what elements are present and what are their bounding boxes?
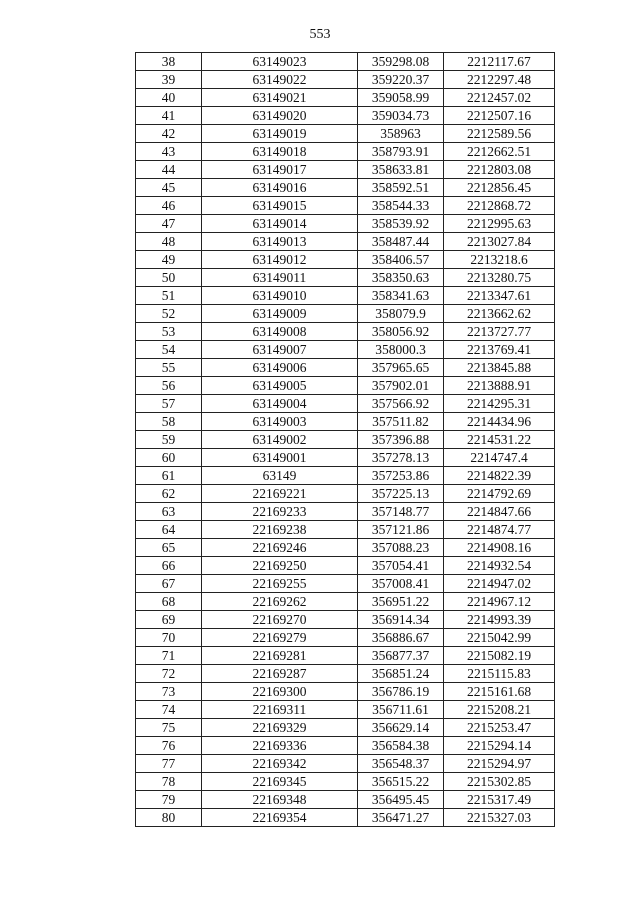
y-coordinate-cell: 2215302.85 [444, 773, 555, 791]
y-coordinate-cell: 2212995.63 [444, 215, 555, 233]
x-coordinate-cell: 358341.63 [358, 287, 444, 305]
x-coordinate-cell: 357511.82 [358, 413, 444, 431]
point-id-cell: 22169246 [202, 539, 358, 557]
row-number-cell: 49 [136, 251, 202, 269]
point-id-cell: 22169287 [202, 665, 358, 683]
row-number-cell: 78 [136, 773, 202, 791]
row-number-cell: 41 [136, 107, 202, 125]
x-coordinate-cell: 359058.99 [358, 89, 444, 107]
table-row [136, 755, 555, 773]
y-coordinate-cell: 2214822.39 [444, 467, 555, 485]
y-coordinate-cell: 2212117.67 [444, 53, 555, 71]
row-number-cell: 42 [136, 125, 202, 143]
x-coordinate-cell: 356951.22 [358, 593, 444, 611]
row-number-cell: 73 [136, 683, 202, 701]
point-id-cell: 22169238 [202, 521, 358, 539]
y-coordinate-cell: 2213662.62 [444, 305, 555, 323]
table-row [136, 521, 555, 539]
y-coordinate-cell: 2213727.77 [444, 323, 555, 341]
point-id-cell: 63149017 [202, 161, 358, 179]
y-coordinate-cell: 2212507.16 [444, 107, 555, 125]
point-id-cell: 22169348 [202, 791, 358, 809]
table-row [136, 737, 555, 755]
y-coordinate-cell: 2215327.03 [444, 809, 555, 827]
x-coordinate-cell: 358633.81 [358, 161, 444, 179]
y-coordinate-cell: 2214531.22 [444, 431, 555, 449]
table-row [136, 395, 555, 413]
point-id-cell: 22169345 [202, 773, 358, 791]
y-coordinate-cell: 2213888.91 [444, 377, 555, 395]
y-coordinate-cell: 2213769.41 [444, 341, 555, 359]
row-number-cell: 68 [136, 593, 202, 611]
y-coordinate-cell: 2215082.19 [444, 647, 555, 665]
x-coordinate-cell: 356851.24 [358, 665, 444, 683]
x-coordinate-cell: 358793.91 [358, 143, 444, 161]
table-row [136, 143, 555, 161]
point-id-cell: 63149016 [202, 179, 358, 197]
row-number-cell: 67 [136, 575, 202, 593]
coordinates-table-body [136, 53, 555, 827]
point-id-cell: 63149020 [202, 107, 358, 125]
point-id-cell: 22169336 [202, 737, 358, 755]
x-coordinate-cell: 357965.65 [358, 359, 444, 377]
row-number-cell: 55 [136, 359, 202, 377]
point-id-cell: 63149007 [202, 341, 358, 359]
table-row [136, 683, 555, 701]
y-coordinate-cell: 2214295.31 [444, 395, 555, 413]
y-coordinate-cell: 2212297.48 [444, 71, 555, 89]
y-coordinate-cell: 2215115.83 [444, 665, 555, 683]
point-id-cell: 22169221 [202, 485, 358, 503]
row-number-cell: 47 [136, 215, 202, 233]
x-coordinate-cell: 356711.61 [358, 701, 444, 719]
point-id-cell: 22169281 [202, 647, 358, 665]
point-id-cell: 22169250 [202, 557, 358, 575]
point-id-cell: 63149010 [202, 287, 358, 305]
table-row [136, 125, 555, 143]
table-row [136, 251, 555, 269]
y-coordinate-cell: 2215042.99 [444, 629, 555, 647]
x-coordinate-cell: 359298.08 [358, 53, 444, 71]
y-coordinate-cell: 2214747.4 [444, 449, 555, 467]
x-coordinate-cell: 359220.37 [358, 71, 444, 89]
row-number-cell: 45 [136, 179, 202, 197]
point-id-cell: 63149004 [202, 395, 358, 413]
point-id-cell: 63149006 [202, 359, 358, 377]
x-coordinate-cell: 357278.13 [358, 449, 444, 467]
table-row [136, 215, 555, 233]
row-number-cell: 44 [136, 161, 202, 179]
coordinates-table [135, 52, 555, 827]
row-number-cell: 43 [136, 143, 202, 161]
row-number-cell: 50 [136, 269, 202, 287]
point-id-cell: 63149018 [202, 143, 358, 161]
row-number-cell: 77 [136, 755, 202, 773]
x-coordinate-cell: 356914.34 [358, 611, 444, 629]
point-id-cell: 22169262 [202, 593, 358, 611]
row-number-cell: 61 [136, 467, 202, 485]
row-number-cell: 51 [136, 287, 202, 305]
x-coordinate-cell: 356495.45 [358, 791, 444, 809]
point-id-cell: 63149002 [202, 431, 358, 449]
point-id-cell: 22169342 [202, 755, 358, 773]
table-row [136, 485, 555, 503]
table-row [136, 287, 555, 305]
row-number-cell: 57 [136, 395, 202, 413]
table-row [136, 539, 555, 557]
point-id-cell: 22169270 [202, 611, 358, 629]
row-number-cell: 62 [136, 485, 202, 503]
x-coordinate-cell: 357225.13 [358, 485, 444, 503]
table-row [136, 179, 555, 197]
point-id-cell: 63149001 [202, 449, 358, 467]
table-row [136, 413, 555, 431]
x-coordinate-cell: 358539.92 [358, 215, 444, 233]
row-number-cell: 59 [136, 431, 202, 449]
y-coordinate-cell: 2215294.14 [444, 737, 555, 755]
x-coordinate-cell: 358592.51 [358, 179, 444, 197]
row-number-cell: 60 [136, 449, 202, 467]
table-row [136, 161, 555, 179]
row-number-cell: 52 [136, 305, 202, 323]
point-id-cell: 22169279 [202, 629, 358, 647]
row-number-cell: 40 [136, 89, 202, 107]
point-id-cell: 63149012 [202, 251, 358, 269]
y-coordinate-cell: 2212803.08 [444, 161, 555, 179]
row-number-cell: 76 [136, 737, 202, 755]
table-row [136, 197, 555, 215]
x-coordinate-cell: 356584.38 [358, 737, 444, 755]
y-coordinate-cell: 2213280.75 [444, 269, 555, 287]
y-coordinate-cell: 2214792.69 [444, 485, 555, 503]
y-coordinate-cell: 2214967.12 [444, 593, 555, 611]
y-coordinate-cell: 2212662.51 [444, 143, 555, 161]
table-row [136, 791, 555, 809]
x-coordinate-cell: 356548.37 [358, 755, 444, 773]
table-row [136, 593, 555, 611]
table-row [136, 809, 555, 827]
row-number-cell: 46 [136, 197, 202, 215]
point-id-cell: 22169255 [202, 575, 358, 593]
table-row [136, 107, 555, 125]
row-number-cell: 66 [136, 557, 202, 575]
y-coordinate-cell: 2213845.88 [444, 359, 555, 377]
x-coordinate-cell: 356629.14 [358, 719, 444, 737]
table-row [136, 557, 555, 575]
table-row [136, 665, 555, 683]
x-coordinate-cell: 357088.23 [358, 539, 444, 557]
row-number-cell: 69 [136, 611, 202, 629]
row-number-cell: 48 [136, 233, 202, 251]
x-coordinate-cell: 358544.33 [358, 197, 444, 215]
x-coordinate-cell: 356886.67 [358, 629, 444, 647]
y-coordinate-cell: 2212856.45 [444, 179, 555, 197]
row-number-cell: 53 [136, 323, 202, 341]
table-row [136, 773, 555, 791]
point-id-cell: 63149021 [202, 89, 358, 107]
y-coordinate-cell: 2215294.97 [444, 755, 555, 773]
point-id-cell: 22169329 [202, 719, 358, 737]
point-id-cell: 63149008 [202, 323, 358, 341]
row-number-cell: 58 [136, 413, 202, 431]
table-row [136, 611, 555, 629]
y-coordinate-cell: 2214932.54 [444, 557, 555, 575]
point-id-cell: 22169354 [202, 809, 358, 827]
row-number-cell: 70 [136, 629, 202, 647]
y-coordinate-cell: 2213218.6 [444, 251, 555, 269]
point-id-cell: 22169233 [202, 503, 358, 521]
table-row [136, 629, 555, 647]
point-id-cell: 63149014 [202, 215, 358, 233]
x-coordinate-cell: 357253.86 [358, 467, 444, 485]
x-coordinate-cell: 357054.41 [358, 557, 444, 575]
point-id-cell: 63149 [202, 467, 358, 485]
table-row [136, 467, 555, 485]
x-coordinate-cell: 358406.57 [358, 251, 444, 269]
table-row [136, 233, 555, 251]
point-id-cell: 63149003 [202, 413, 358, 431]
x-coordinate-cell: 356515.22 [358, 773, 444, 791]
x-coordinate-cell: 357121.86 [358, 521, 444, 539]
point-id-cell: 22169300 [202, 683, 358, 701]
x-coordinate-cell: 357008.41 [358, 575, 444, 593]
x-coordinate-cell: 358056.92 [358, 323, 444, 341]
y-coordinate-cell: 2214874.77 [444, 521, 555, 539]
x-coordinate-cell: 357396.88 [358, 431, 444, 449]
x-coordinate-cell: 358000.3 [358, 341, 444, 359]
y-coordinate-cell: 2212868.72 [444, 197, 555, 215]
table-row [136, 701, 555, 719]
table-row [136, 269, 555, 287]
row-number-cell: 74 [136, 701, 202, 719]
y-coordinate-cell: 2215161.68 [444, 683, 555, 701]
x-coordinate-cell: 359034.73 [358, 107, 444, 125]
table-row [136, 341, 555, 359]
x-coordinate-cell: 358963 [358, 125, 444, 143]
row-number-cell: 72 [136, 665, 202, 683]
row-number-cell: 64 [136, 521, 202, 539]
x-coordinate-cell: 357902.01 [358, 377, 444, 395]
point-id-cell: 63149011 [202, 269, 358, 287]
point-id-cell: 63149023 [202, 53, 358, 71]
point-id-cell: 63149005 [202, 377, 358, 395]
y-coordinate-cell: 2213027.84 [444, 233, 555, 251]
row-number-cell: 71 [136, 647, 202, 665]
x-coordinate-cell: 358079.9 [358, 305, 444, 323]
row-number-cell: 75 [136, 719, 202, 737]
row-number-cell: 56 [136, 377, 202, 395]
row-number-cell: 63 [136, 503, 202, 521]
y-coordinate-cell: 2215317.49 [444, 791, 555, 809]
y-coordinate-cell: 2212589.56 [444, 125, 555, 143]
table-row [136, 305, 555, 323]
point-id-cell: 63149009 [202, 305, 358, 323]
table-row [136, 431, 555, 449]
x-coordinate-cell: 356877.37 [358, 647, 444, 665]
y-coordinate-cell: 2215253.47 [444, 719, 555, 737]
y-coordinate-cell: 2213347.61 [444, 287, 555, 305]
table-row [136, 449, 555, 467]
y-coordinate-cell: 2214434.96 [444, 413, 555, 431]
y-coordinate-cell: 2214993.39 [444, 611, 555, 629]
y-coordinate-cell: 2214947.02 [444, 575, 555, 593]
table-row [136, 575, 555, 593]
y-coordinate-cell: 2215208.21 [444, 701, 555, 719]
row-number-cell: 79 [136, 791, 202, 809]
row-number-cell: 38 [136, 53, 202, 71]
y-coordinate-cell: 2214847.66 [444, 503, 555, 521]
x-coordinate-cell: 357566.92 [358, 395, 444, 413]
table-row [136, 503, 555, 521]
x-coordinate-cell: 357148.77 [358, 503, 444, 521]
x-coordinate-cell: 356786.19 [358, 683, 444, 701]
table-row [136, 323, 555, 341]
point-id-cell: 22169311 [202, 701, 358, 719]
row-number-cell: 39 [136, 71, 202, 89]
table-row [136, 647, 555, 665]
row-number-cell: 54 [136, 341, 202, 359]
x-coordinate-cell: 358487.44 [358, 233, 444, 251]
table-row [136, 71, 555, 89]
row-number-cell: 80 [136, 809, 202, 827]
table-row [136, 89, 555, 107]
row-number-cell: 65 [136, 539, 202, 557]
table-row [136, 359, 555, 377]
x-coordinate-cell: 358350.63 [358, 269, 444, 287]
x-coordinate-cell: 356471.27 [358, 809, 444, 827]
table-row [136, 377, 555, 395]
point-id-cell: 63149022 [202, 71, 358, 89]
y-coordinate-cell: 2214908.16 [444, 539, 555, 557]
table-row [136, 719, 555, 737]
page-number: 553 [309, 27, 331, 42]
table-row [136, 53, 555, 71]
point-id-cell: 63149019 [202, 125, 358, 143]
point-id-cell: 63149015 [202, 197, 358, 215]
point-id-cell: 63149013 [202, 233, 358, 251]
y-coordinate-cell: 2212457.02 [444, 89, 555, 107]
